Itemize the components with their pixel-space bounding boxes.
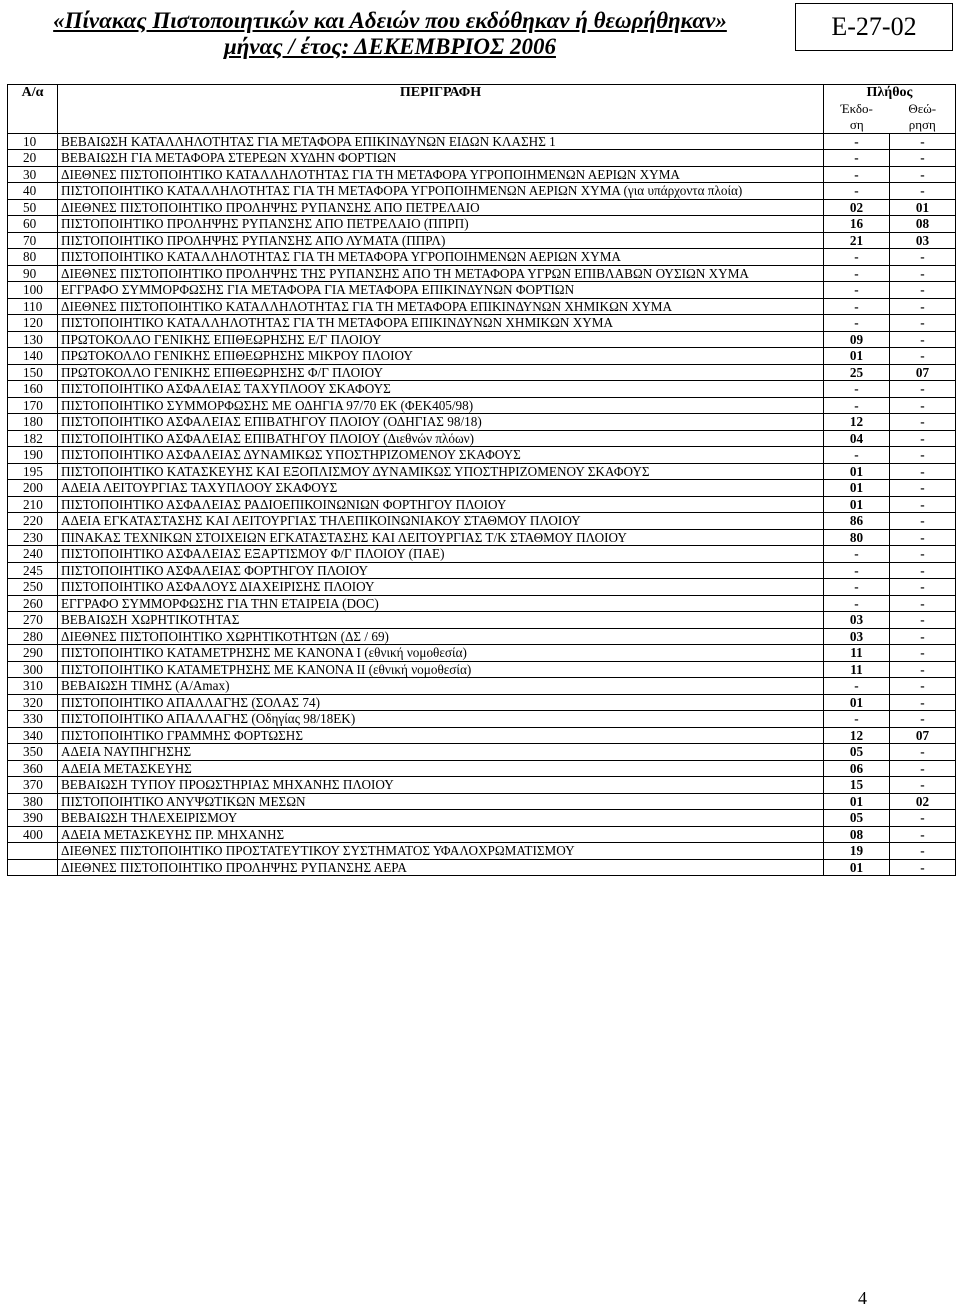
row-description: ΠΙΣΤΟΠΟΙΗΤΙΚΟ ΚΑΤΑΛΛΗΛΟΤΗΤΑΣ ΓΙΑ ΤΗ ΜΕΤΑΦΟΡΑ ΥΓΡΟΠΟΙΗΜΕΝΩΝ ΑΕΡΙΩΝ ΧΥΜΑ [58,249,824,266]
row-endorse-count: - [890,282,956,299]
table-row [8,414,956,431]
row-number: 140 [8,348,58,365]
page-number: 4 [858,1288,867,1308]
table-row [8,810,956,827]
row-description: ΠΙΣΤΟΠΟΙΗΤΙΚΟ ΠΡΟΛΗΨΗΣ ΡΥΠΑΝΣΗΣ ΑΠΟ ΠΕΤΡΕΛΑΙΟ (ΠΠΡΠ) [58,216,824,233]
row-description: ΕΓΓΡΑΦΟ ΣΥΜΜΟΡΦΩΣΗΣ ΓΙΑ ΜΕΤΑΦΟΡΑ ΓΙΑ ΜΕΤΑΦΟΡΑ ΕΠΙΚΙΝΔΥΝΩΝ ΦΟΡΤΙΩΝ [58,282,824,299]
row-issue-count: - [824,315,890,332]
table-row [8,133,956,150]
row-description: ΑΔΕΙΑ ΛΕΙΤΟΥΡΓΙΑΣ ΤΑΧΥΠΛΟΟΥ ΣΚΑΦΟΥΣ [58,480,824,497]
table-row [8,579,956,596]
row-issue-count: 01 [824,463,890,480]
row-description: ΠΙΣΤΟΠΟΙΗΤΙΚΟ ΚΑΤΑΜΕΤΡΗΣΗΣ ΜΕ ΚΑΝΟΝΑ ΙΙ (εθνική νομοθεσία) [58,661,824,678]
form-code: Ε-27-02 [795,3,953,51]
table-row [8,496,956,513]
table-row [8,331,956,348]
row-description: ΔΙΕΘΝΕΣ ΠΙΣΤΟΠΟΙΗΤΙΚΟ ΠΡΟΛΗΨΗΣ ΡΥΠΑΝΣΗΣ ΑΠΟ ΠΕΤΡΕΛΑΙΟ [58,199,824,216]
table-row [8,265,956,282]
row-description: ΠΙΣΤΟΠΟΙΗΤΙΚΟ ΑΣΦΑΛΕΙΑΣ ΦΟΡΤΗΓΟΥ ΠΛΟΙΟΥ [58,562,824,579]
header-description: ΠΕΡΙΓΡΑΦΗ [58,85,824,134]
row-description: ΠΙΣΤΟΠΟΙΗΤΙΚΟ ΓΡΑΜΜΗΣ ΦΟΡΤΩΣΗΣ [58,727,824,744]
row-number: 300 [8,661,58,678]
row-endorse-count: - [890,463,956,480]
row-issue-count: - [824,265,890,282]
row-number: 200 [8,480,58,497]
row-number: 130 [8,331,58,348]
row-endorse-count: - [890,397,956,414]
row-endorse-count: - [890,612,956,629]
row-issue-count: 01 [824,348,890,365]
header-aa: Α/α [8,85,58,134]
row-endorse-count: - [890,166,956,183]
row-endorse-count: 01 [890,199,956,216]
row-endorse-count: - [890,183,956,200]
row-number: 320 [8,694,58,711]
row-description: ΠΙΣΤΟΠΟΙΗΤΙΚΟ ΑΣΦΑΛΕΙΑΣ ΕΞΑΡΤΙΣΜΟΥ Φ/Γ ΠΛΟΙΟΥ (ΠΑΕ) [58,546,824,563]
row-issue-count: - [824,678,890,695]
row-endorse-count: - [890,843,956,860]
row-issue-count: 01 [824,694,890,711]
row-issue-count: 06 [824,760,890,777]
table-row [8,744,956,761]
row-number: 60 [8,216,58,233]
row-description: ΔΙΕΘΝΕΣ ΠΙΣΤΟΠΟΙΗΤΙΚΟ ΠΡΟΛΗΨΗΣ ΡΥΠΑΝΣΗΣ ΑΕΡΑ [58,859,824,876]
row-issue-count: 08 [824,826,890,843]
row-endorse-count: - [890,480,956,497]
row-endorse-count: - [890,859,956,876]
table-row [8,777,956,794]
row-endorse-count: - [890,645,956,662]
row-issue-count: - [824,579,890,596]
table-row [8,232,956,249]
row-description: ΠΡΩΤΟΚΟΛΛΟ ΓΕΝΙΚΗΣ ΕΠΙΘΕΩΡΗΣΗΣ ΜΙΚΡΟΥ ΠΛΟΙΟΥ [58,348,824,365]
header-endorse [890,101,956,134]
row-description: ΠΙΣΤΟΠΟΙΗΤΙΚΟ ΑΣΦΑΛΕΙΑΣ ΕΠΙΒΑΤΗΓΟΥ ΠΛΟΙΟΥ (Διεθνών πλόων) [58,430,824,447]
header-endorse-label: Θεώ- ρηση [908,100,937,132]
table-row [8,595,956,612]
row-number: 370 [8,777,58,794]
row-number: 10 [8,133,58,150]
table-row [8,628,956,645]
row-issue-count: - [824,133,890,150]
row-endorse-count: - [890,414,956,431]
document-title [20,8,760,60]
row-issue-count: 01 [824,859,890,876]
row-description: ΠΙΣΤΟΠΟΙΗΤΙΚΟ ΑΠΑΛΛΑΓΗΣ (ΣΟΛΑΣ 74) [58,694,824,711]
row-number: 210 [8,496,58,513]
row-issue-count: 09 [824,331,890,348]
row-endorse-count: - [890,579,956,596]
row-endorse-count: - [890,348,956,365]
row-description: ΒΕΒΑΙΩΣΗ ΚΑΤΑΛΛΗΛΟΤΗΤΑΣ ΓΙΑ ΜΕΤΑΦΟΡΑ ΕΠΙΚΙΝΔΥΝΩΝ ΕΙΔΩΝ ΚΛΑΣΗΣ 1 [58,133,824,150]
row-endorse-count: 02 [890,793,956,810]
row-description: ΑΔΕΙΑ ΝΑΥΠΗΓΗΣΗΣ [58,744,824,761]
row-number: 240 [8,546,58,563]
row-number: 340 [8,727,58,744]
table-row [8,529,956,546]
table-row [8,166,956,183]
row-issue-count: 11 [824,645,890,662]
row-endorse-count: - [890,496,956,513]
row-description: ΑΔΕΙΑ ΕΓΚΑΤΑΣΤΑΣΗΣ ΚΑΙ ΛΕΙΤΟΥΡΓΙΑΣ ΤΗΛΕΠΙΚΟΙΝΩΝΙΑΚΟΥ ΣΤΑΘΜΟΥ ΠΛΟΙΟΥ [58,513,824,530]
row-issue-count: - [824,298,890,315]
row-issue-count: 16 [824,216,890,233]
row-issue-count: - [824,166,890,183]
row-number: 190 [8,447,58,464]
certificates-table [7,84,956,876]
row-issue-count: 80 [824,529,890,546]
row-issue-count: 21 [824,232,890,249]
table-row [8,843,956,860]
table-row [8,315,956,332]
row-description: ΠΙΣΤΟΠΟΙΗΤΙΚΟ ΚΑΤΑΣΚΕΥΗΣ ΚΑΙ ΕΞΟΠΛΙΣΜΟΥ ΔΥΝΑΜΙΚΩΣ ΥΠΟΣΤΗΡΙΖΟΜΕΝΟΥ ΣΚΑΦΟΥΣ [58,463,824,480]
row-endorse-count: - [890,595,956,612]
row-endorse-count: - [890,760,956,777]
row-number: 245 [8,562,58,579]
row-description: ΑΔΕΙΑ ΜΕΤΑΣΚΕΥΗΣ [58,760,824,777]
header-count: Πλήθος [824,85,956,101]
row-issue-count: - [824,150,890,167]
row-description: ΠΙΣΤΟΠΟΙΗΤΙΚΟ ΑΣΦΑΛΕΙΑΣ ΕΠΙΒΑΤΗΓΟΥ ΠΛΟΙΟΥ (ΟΔΗΓΙΑΣ 98/18) [58,414,824,431]
row-endorse-count: - [890,711,956,728]
table-row [8,859,956,876]
row-issue-count: - [824,595,890,612]
row-number: 80 [8,249,58,266]
row-number: 150 [8,364,58,381]
row-endorse-count: 03 [890,232,956,249]
row-description: ΠΙΣΤΟΠΟΙΗΤΙΚΟ ΑΝΥΨΩΤΙΚΩΝ ΜΕΣΩΝ [58,793,824,810]
row-description: ΠΙΣΤΟΠΟΙΗΤΙΚΟ ΑΣΦΑΛΕΙΑΣ ΔΥΝΑΜΙΚΩΣ ΥΠΟΣΤΗΡΙΖΟΜΕΝΟΥ ΣΚΑΦΟΥΣ [58,447,824,464]
table-row [8,480,956,497]
row-number: 182 [8,430,58,447]
row-number: 160 [8,381,58,398]
row-endorse-count: - [890,430,956,447]
row-description: ΠΙΣΤΟΠΟΙΗΤΙΚΟ ΚΑΤΑΛΛΗΛΟΤΗΤΑΣ ΓΙΑ ΤΗ ΜΕΤΑΦΟΡΑ ΥΓΡΟΠΟΙΗΜΕΝΩΝ ΑΕΡΙΩΝ ΧΥΜΑ (για υπάρχοντα πλοία) [58,183,824,200]
row-number: 40 [8,183,58,200]
row-number: 90 [8,265,58,282]
row-endorse-count: - [890,678,956,695]
row-number: 360 [8,760,58,777]
row-endorse-count: - [890,777,956,794]
row-description: ΑΔΕΙΑ ΜΕΤΑΣΚΕΥΗΣ ΠΡ. ΜΗΧΑΝΗΣ [58,826,824,843]
row-issue-count: - [824,183,890,200]
row-issue-count: 01 [824,496,890,513]
row-description: ΒΕΒΑΙΩΣΗ ΓΙΑ ΜΕΤΑΦΟΡΑ ΣΤΕΡΕΩΝ ΧΥΔΗΝ ΦΟΡΤΙΩΝ [58,150,824,167]
row-description: ΔΙΕΘΝΕΣ ΠΙΣΤΟΠΟΙΗΤΙΚΟ ΠΡΟΛΗΨΗΣ ΤΗΣ ΡΥΠΑΝΣΗΣ ΑΠΟ ΤΗ ΜΕΤΑΦΟΡΑ ΥΓΡΩΝ ΕΠΙΒΛΑΒΩΝ ΟΥΣΙΩΝ ΧΥΜΑ [58,265,824,282]
row-issue-count: - [824,381,890,398]
table-row [8,463,956,480]
row-description: ΠΙΣΤΟΠΟΙΗΤΙΚΟ ΑΣΦΑΛΕΙΑΣ ΤΑΧΥΠΛΟΟΥ ΣΚΑΦΟΥΣ [58,381,824,398]
title-line-2: μήνας / έτος: ΔΕΚΕΜΒΡΙΟΣ 2006 [224,34,556,59]
row-issue-count: 03 [824,628,890,645]
row-issue-count: - [824,447,890,464]
row-number: 120 [8,315,58,332]
table-row [8,381,956,398]
row-endorse-count: - [890,529,956,546]
row-description: ΠΙΣΤΟΠΟΙΗΤΙΚΟ ΣΥΜΜΟΡΦΩΣΗΣ ΜΕ ΟΔΗΓΙΑ 97/70 ΕΚ (ΦΕΚ405/98) [58,397,824,414]
table-row [8,199,956,216]
row-issue-count: 12 [824,727,890,744]
row-issue-count: 05 [824,810,890,827]
row-endorse-count: - [890,628,956,645]
title-line-1: «Πίνακας Πιστοποιητικών και Αδειών που εκδόθηκαν ή θεωρήθηκαν» [53,8,727,33]
row-number [8,843,58,860]
row-description: ΠΡΩΤΟΚΟΛΛΟ ΓΕΝΙΚΗΣ ΕΠΙΘΕΩΡΗΣΗΣ Φ/Γ ΠΛΟΙΟΥ [58,364,824,381]
table-row [8,711,956,728]
row-description: ΠΙΣΤΟΠΟΙΗΤΙΚΟ ΚΑΤΑΜΕΤΡΗΣΗΣ ΜΕ ΚΑΝΟΝΑ Ι (εθνική νομοθεσία) [58,645,824,662]
row-issue-count: 04 [824,430,890,447]
table-row [8,826,956,843]
row-endorse-count: 07 [890,364,956,381]
row-number: 70 [8,232,58,249]
table-row [8,298,956,315]
row-number: 230 [8,529,58,546]
row-endorse-count: - [890,249,956,266]
table-row [8,249,956,266]
row-endorse-count: - [890,150,956,167]
row-issue-count: 12 [824,414,890,431]
table-row [8,282,956,299]
row-issue-count: 86 [824,513,890,530]
row-endorse-count: - [890,315,956,332]
table-header-row [8,85,956,101]
row-number: 260 [8,595,58,612]
row-description: ΔΙΕΘΝΕΣ ΠΙΣΤΟΠΟΙΗΤΙΚΟ ΠΡΟΣΤΑΤΕΥΤΙΚΟΥ ΣΥΣΤΗΜΑΤΟΣ ΥΦΑΛΟΧΡΩΜΑΤΙΣΜΟΥ [58,843,824,860]
table-row [8,645,956,662]
row-number: 290 [8,645,58,662]
table-row [8,760,956,777]
row-endorse-count: 08 [890,216,956,233]
row-description: ΒΕΒΑΙΩΣΗ ΤΥΠΟΥ ΠΡΟΩΣΤΗΡΙΑΣ ΜΗΧΑΝΗΣ ΠΛΟΙΟΥ [58,777,824,794]
row-endorse-count: - [890,133,956,150]
row-issue-count: - [824,249,890,266]
table-row [8,694,956,711]
table-row [8,612,956,629]
row-endorse-count: - [890,694,956,711]
table-row [8,513,956,530]
row-issue-count: - [824,282,890,299]
row-endorse-count: - [890,265,956,282]
row-number: 380 [8,793,58,810]
row-endorse-count: - [890,810,956,827]
table-row [8,678,956,695]
table-row [8,562,956,579]
row-issue-count: - [824,562,890,579]
table-body [8,133,956,876]
table-row [8,364,956,381]
row-endorse-count: 07 [890,727,956,744]
row-endorse-count: - [890,661,956,678]
row-endorse-count: - [890,744,956,761]
table-row [8,447,956,464]
row-description: ΠΙΣΤΟΠΟΙΗΤΙΚΟ ΠΡΟΛΗΨΗΣ ΡΥΠΑΝΣΗΣ ΑΠΟ ΛΥΜΑΤΑ (ΠΠΡΛ) [58,232,824,249]
row-description: ΠΙΣΤΟΠΟΙΗΤΙΚΟ ΑΠΑΛΛΑΓΗΣ (Οδηγίας 98/18ΕΚ) [58,711,824,728]
header-issue [824,101,890,134]
row-description: ΠΙΝΑΚΑΣ ΤΕΧΝΙΚΩΝ ΣΤΟΙΧΕΙΩΝ ΕΓΚΑΤΑΣΤΑΣΗΣ ΚΑΙ ΛΕΙΤΟΥΡΓΙΑΣ Τ/Κ ΣΤΑΘΜΟΥ ΠΛΟΙΟΥ [58,529,824,546]
table-row [8,727,956,744]
row-endorse-count: - [890,331,956,348]
row-number: 350 [8,744,58,761]
row-description: ΠΡΩΤΟΚΟΛΛΟ ΓΕΝΙΚΗΣ ΕΠΙΘΕΩΡΗΣΗΣ Ε/Γ ΠΛΟΙΟΥ [58,331,824,348]
row-number: 330 [8,711,58,728]
row-description: ΔΙΕΘΝΕΣ ΠΙΣΤΟΠΟΙΗΤΙΚΟ ΧΩΡΗΤΙΚΟΤΗΤΩΝ (ΔΣ / 69) [58,628,824,645]
row-issue-count: 15 [824,777,890,794]
row-issue-count: 05 [824,744,890,761]
row-number: 100 [8,282,58,299]
row-description: ΒΕΒΑΙΩΣΗ ΧΩΡΗΤΙΚΟΤΗΤΑΣ [58,612,824,629]
row-endorse-count: - [890,513,956,530]
header-issue-label: Έκδο- ση [840,100,873,132]
row-endorse-count: - [890,546,956,563]
row-number: 50 [8,199,58,216]
table-row [8,183,956,200]
row-endorse-count: - [890,562,956,579]
row-issue-count: 11 [824,661,890,678]
row-description: ΒΕΒΑΙΩΣΗ ΤΗΛΕΧΕΙΡΙΣΜΟΥ [58,810,824,827]
row-description: ΔΙΕΘΝΕΣ ΠΙΣΤΟΠΟΙΗΤΙΚΟ ΚΑΤΑΛΛΗΛΟΤΗΤΑΣ ΓΙΑ ΤΗ ΜΕΤΑΦΟΡΑ ΕΠΙΚΙΝΔΥΝΩΝ ΧΗΜΙΚΩΝ ΧΥΜΑ [58,298,824,315]
table-row [8,216,956,233]
row-issue-count: 25 [824,364,890,381]
row-number [8,859,58,876]
row-number: 180 [8,414,58,431]
row-number: 20 [8,150,58,167]
row-issue-count: 02 [824,199,890,216]
row-endorse-count: - [890,447,956,464]
row-description: ΔΙΕΘΝΕΣ ΠΙΣΤΟΠΟΙΗΤΙΚΟ ΚΑΤΑΛΛΗΛΟΤΗΤΑΣ ΓΙΑ ΤΗ ΜΕΤΑΦΟΡΑ ΥΓΡΟΠΟΙΗΜΕΝΩΝ ΑΕΡΙΩΝ ΧΥΜΑ [58,166,824,183]
table-row [8,348,956,365]
row-number: 220 [8,513,58,530]
row-number: 270 [8,612,58,629]
row-description: ΠΙΣΤΟΠΟΙΗΤΙΚΟ ΚΑΤΑΛΛΗΛΟΤΗΤΑΣ ΓΙΑ ΤΗ ΜΕΤΑΦΟΡΑ ΕΠΙΚΙΝΔΥΝΩΝ ΧΗΜΙΚΩΝ ΧΥΜΑ [58,315,824,332]
row-issue-count: - [824,397,890,414]
row-number: 280 [8,628,58,645]
row-description: ΠΙΣΤΟΠΟΙΗΤΙΚΟ ΑΣΦΑΛΟΥΣ ΔΙΑΧΕΙΡΙΣΗΣ ΠΛΟΙΟΥ [58,579,824,596]
row-endorse-count: - [890,298,956,315]
row-number: 195 [8,463,58,480]
row-description: ΒΕΒΑΙΩΣΗ ΤΙΜΗΣ (Α/Αmax) [58,678,824,695]
table-row [8,546,956,563]
table-row [8,150,956,167]
row-issue-count: 01 [824,793,890,810]
row-number: 400 [8,826,58,843]
row-issue-count: 03 [824,612,890,629]
table-row [8,430,956,447]
row-endorse-count: - [890,381,956,398]
row-number: 310 [8,678,58,695]
row-number: 390 [8,810,58,827]
table-row [8,661,956,678]
row-issue-count: - [824,546,890,563]
row-issue-count: 01 [824,480,890,497]
row-description: ΕΓΓΡΑΦΟ ΣΥΜΜΟΡΦΩΣΗΣ ΓΙΑ ΤΗΝ ΕΤΑΙΡΕΙΑ (DOC) [58,595,824,612]
table-row [8,793,956,810]
row-number: 110 [8,298,58,315]
row-endorse-count: - [890,826,956,843]
row-number: 250 [8,579,58,596]
row-number: 30 [8,166,58,183]
row-issue-count: - [824,711,890,728]
row-description: ΠΙΣΤΟΠΟΙΗΤΙΚΟ ΑΣΦΑΛΕΙΑΣ ΡΑΔΙΟΕΠΙΚΟΙΝΩΝΙΩΝ ΦΟΡΤΗΓΟΥ ΠΛΟΙΟΥ [58,496,824,513]
row-number: 170 [8,397,58,414]
table-row [8,397,956,414]
row-issue-count: 19 [824,843,890,860]
